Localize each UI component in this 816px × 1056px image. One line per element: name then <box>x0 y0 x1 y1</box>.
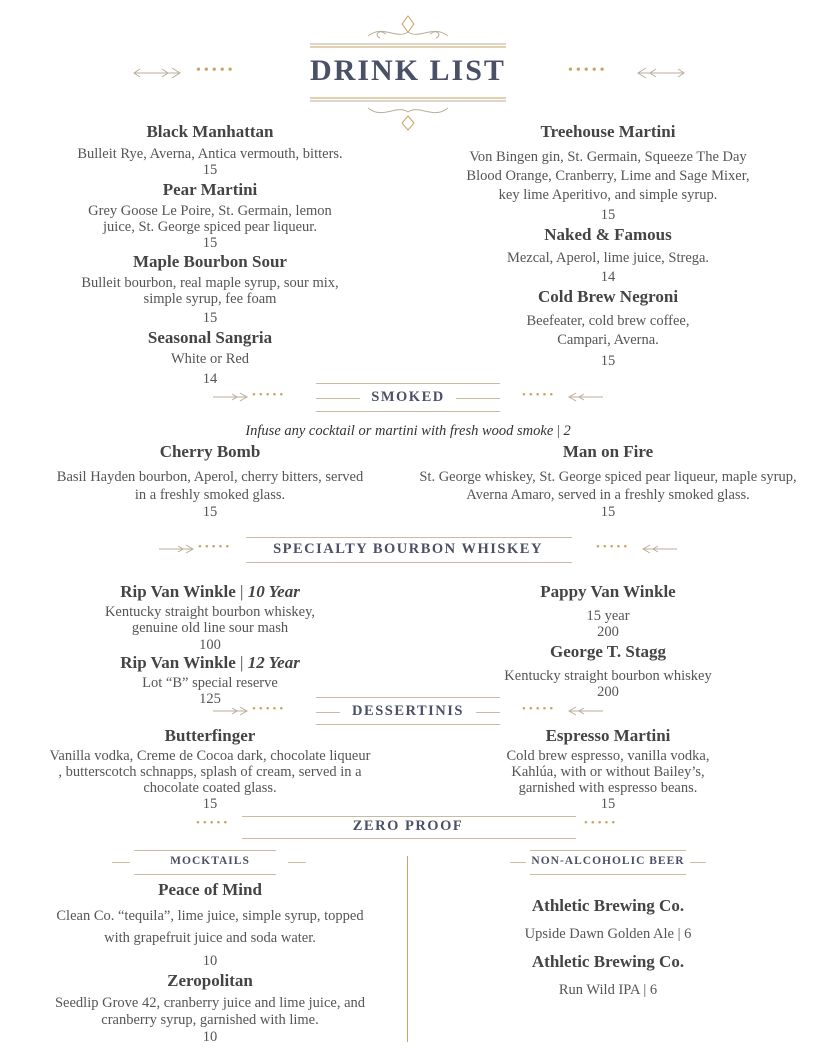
right-arrow-ornament-icon <box>636 66 686 80</box>
section-heading: SMOKED <box>371 389 445 405</box>
drink-item <box>52 180 368 251</box>
drink-item <box>48 726 372 812</box>
section-heading: SPECIALTY BOURBON WHISKEY <box>273 541 543 557</box>
drink-description: Bulleit Rye, Averna, Antica vermouth, bitters. <box>77 146 343 162</box>
beer-item <box>450 952 766 998</box>
right-cocktail-column <box>450 122 766 369</box>
drink-price: 15 <box>202 504 218 520</box>
drink-item <box>416 442 800 520</box>
drink-price: 14 <box>600 269 616 285</box>
drink-name-row <box>52 582 368 602</box>
name-separator: | <box>235 653 248 672</box>
drink-description: Mezcal, Aperol, lime juice, Strega. <box>506 250 710 266</box>
drink-description: St. George whiskey, St. George spiced pear liqueur, maple syrup, Averna Amaro, served in a freshly smoked glass. <box>419 469 797 503</box>
drink-price: 125 <box>199 691 221 707</box>
divider-line <box>456 398 500 399</box>
right-arrow-ornament-icon <box>568 706 604 716</box>
drink-name: Black Manhattan <box>146 122 274 141</box>
drink-name: Pear Martini <box>162 180 258 199</box>
page-title: DRINK LIST <box>310 54 506 87</box>
drink-item <box>450 122 766 223</box>
drink-description: Kentucky straight bourbon whiskey, genuine old line sour mash <box>104 604 316 636</box>
brewery-name: Athletic Brewing Co. <box>531 952 685 971</box>
drink-price: 10 <box>202 1029 218 1045</box>
right-dots: ••••• <box>596 541 631 553</box>
drink-age: 10 Year <box>247 582 300 601</box>
divider-line <box>246 562 572 563</box>
drink-price: 15 <box>202 796 218 812</box>
drink-item <box>52 442 368 520</box>
smoke-note-price: 2 <box>563 423 571 439</box>
beer-name: Run Wild IPA <box>558 982 640 998</box>
drink-name: Treehouse Martini <box>540 122 676 141</box>
drink-price: 15 <box>202 162 218 178</box>
drink-description: Lot “B” special reserve <box>142 675 278 691</box>
section-heading: ZERO PROOF <box>352 818 464 834</box>
beer-row <box>450 926 766 942</box>
drink-description: Seedlip Grove 42, cranberry juice and lime juice, and cranberry syrup, garnished with lime. <box>54 995 366 1028</box>
drink-description: Von Bingen gin, St. Germain, Squeeze The Day Blood Orange, Cranberry, Lime and Sage Mixer, key lime Aperitivo, and simple syrup. <box>466 149 750 203</box>
brewery-name: Athletic Brewing Co. <box>531 896 685 915</box>
drink-item <box>52 582 368 653</box>
drink-price: 15 <box>202 235 218 251</box>
beer-price: 6 <box>649 982 658 998</box>
drink-age: 12 Year <box>247 653 300 672</box>
right-dots: ••••• <box>568 63 608 78</box>
left-cocktail-column <box>52 122 368 387</box>
drink-name: Peace of Mind <box>158 880 262 899</box>
drink-description: Basil Hayden bourbon, Aperol, cherry bitters, served in a freshly smoked glass. <box>56 469 364 503</box>
drink-description: Bulleit bourbon, real maple syrup, sour mix, simple syrup, fee foam <box>81 275 339 307</box>
drink-item <box>470 726 746 812</box>
drink-item <box>450 642 766 700</box>
drink-item <box>450 582 766 640</box>
name-separator: | <box>235 582 248 601</box>
divider-line <box>242 838 576 839</box>
drink-description: Cold brew espresso, vanilla vodka, Kahlúa, with or without Bailey’s, garnished with espresso beans. <box>506 748 710 796</box>
subsection-heading: NON-ALCOHOLIC BEER <box>531 855 685 867</box>
section-heading: DESSERTINIS <box>352 703 464 719</box>
smoke-note <box>0 423 816 440</box>
left-dots: ••••• <box>196 63 236 78</box>
drink-name: Naked & Famous <box>544 225 672 244</box>
drink-name: Zeropolitan <box>167 971 253 990</box>
drink-description: Kentucky straight bourbon whiskey <box>504 668 712 684</box>
drink-price: 100 <box>199 637 221 653</box>
bourbon-right-column <box>450 582 766 700</box>
drink-name: Man on Fire <box>562 442 654 461</box>
drink-name: Pappy Van Winkle <box>540 582 676 601</box>
right-arrow-ornament-icon <box>568 392 604 402</box>
beer-row <box>450 982 766 998</box>
drink-item <box>52 252 368 326</box>
divider-line <box>316 411 500 412</box>
left-dots: ••••• <box>252 389 287 401</box>
drink-description: 15 year <box>586 608 630 624</box>
drink-price: 10 <box>202 953 218 969</box>
right-dots: ••••• <box>522 389 557 401</box>
subsection-heading: MOCKTAILS <box>170 855 250 867</box>
drink-description: Grey Goose Le Poire, St. Germain, lemon juice, St. George spiced pear liqueur. <box>88 203 332 235</box>
drink-name: Cherry Bomb <box>159 442 261 461</box>
divider-line <box>316 383 500 384</box>
drink-price: 15 <box>600 207 616 223</box>
beer-column <box>450 896 766 998</box>
smoke-note-text: Infuse any cocktail or martini with fresh wood smoke <box>245 423 554 439</box>
drink-name: Rip Van Winkle <box>120 653 236 672</box>
divider-line <box>134 850 276 851</box>
drink-price: 15 <box>202 310 218 326</box>
drink-item <box>450 287 766 369</box>
drink-name: Espresso Martini <box>545 726 671 745</box>
drink-item <box>52 328 368 387</box>
beer-price: 6 <box>684 926 692 942</box>
drink-name: Seasonal Sangria <box>147 328 273 347</box>
price-separator: | <box>674 926 685 942</box>
column-divider <box>407 856 408 1042</box>
divider-line <box>242 816 576 817</box>
divider-line <box>134 874 276 875</box>
drink-name: Butterfinger <box>164 726 256 745</box>
divider-line <box>530 850 686 851</box>
top-flourish-icon <box>308 14 508 48</box>
drink-item <box>52 971 368 1045</box>
price-separator: | <box>553 423 564 439</box>
divider-line <box>316 724 500 725</box>
drink-item <box>52 122 368 178</box>
drink-price: 15 <box>600 353 616 369</box>
drink-item <box>52 653 368 707</box>
drink-description: Beefeater, cold brew coffee, Campari, Averna. <box>526 313 690 348</box>
right-dots: ••••• <box>584 817 619 829</box>
drink-price: 15 <box>600 504 616 520</box>
drink-description: Vanilla vodka, Creme de Cocoa dark, chocolate liqueur , butterscotch schnapps, splash of cream, served in a chocolate coated glass. <box>49 748 371 796</box>
mocktails-column <box>52 880 368 1045</box>
drink-price: 14 <box>202 371 218 387</box>
beer-name: Upside Dawn Golden Ale <box>524 926 674 942</box>
divider-line <box>690 862 706 863</box>
drink-item <box>52 880 368 969</box>
drink-item <box>450 225 766 285</box>
price-separator: | <box>639 982 650 998</box>
drink-name-row <box>52 653 368 673</box>
divider-line <box>246 537 572 538</box>
divider-line <box>530 874 686 875</box>
left-dots: ••••• <box>196 817 231 829</box>
right-dots: ••••• <box>522 703 557 715</box>
drink-name: Rip Van Winkle <box>120 582 236 601</box>
drink-price: 200 <box>597 684 619 700</box>
bourbon-left-column <box>52 582 368 707</box>
drink-name: Maple Bourbon Sour <box>133 252 287 271</box>
drink-description: Clean Co. “tequila”, lime juice, simple syrup, topped with grapefruit juice and soda water. <box>56 908 364 946</box>
drink-name: Cold Brew Negroni <box>537 287 679 306</box>
drink-name: George T. Stagg <box>550 642 666 661</box>
left-dots: ••••• <box>198 541 233 553</box>
divider-line <box>316 697 500 698</box>
drink-description: White or Red <box>170 351 250 367</box>
divider-line <box>476 712 500 713</box>
right-arrow-ornament-icon <box>642 544 678 554</box>
drink-price: 15 <box>600 796 616 812</box>
divider-line <box>288 862 306 863</box>
beer-item <box>450 896 766 942</box>
drink-price: 200 <box>597 624 619 640</box>
left-dots: ••••• <box>252 703 287 715</box>
